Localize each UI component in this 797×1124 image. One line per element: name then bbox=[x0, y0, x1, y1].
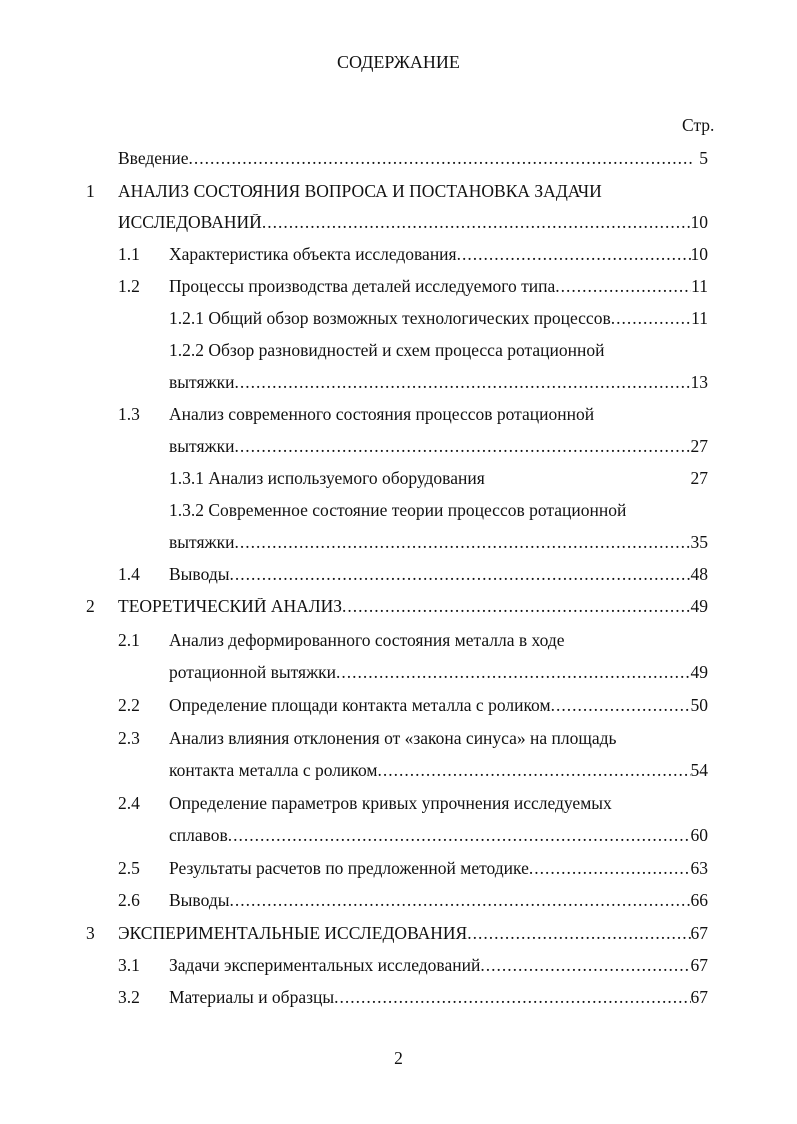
leader-dots bbox=[228, 827, 691, 845]
toc-entry-number: 2.3 bbox=[118, 728, 140, 748]
toc-entry-text: Результаты расчетов по предложенной методике bbox=[169, 860, 529, 878]
leader-dots bbox=[234, 374, 690, 392]
toc-entry-number: 1.1 bbox=[118, 244, 140, 264]
toc-entry-number: 3.2 bbox=[118, 987, 140, 1007]
toc-entry-text: 1.2.2 Обзор разновидностей и схем процесса ротационной bbox=[169, 340, 605, 360]
leader-dots bbox=[467, 925, 690, 943]
toc-entry-page: 10 bbox=[690, 214, 708, 232]
toc-entry-text: 1.3.1 Анализ используемого оборудования bbox=[169, 468, 485, 488]
toc-entry-1-4 bbox=[169, 566, 708, 584]
leader-dots bbox=[480, 957, 690, 975]
leader-dots bbox=[262, 214, 691, 232]
toc-entry-1-2-2 bbox=[169, 374, 708, 392]
toc-entry-text: Определение площади контакта металла с роликом bbox=[169, 697, 551, 715]
toc-entry-text: Определение параметров кривых упрочнения исследуемых bbox=[169, 793, 612, 813]
toc-entry-text-line2: вытяжки bbox=[169, 438, 235, 456]
toc-entry-text-line2: контакта металла с роликом bbox=[169, 762, 378, 780]
toc-entry-page: 54 bbox=[690, 762, 708, 780]
toc-entry-page: 11 bbox=[691, 310, 708, 328]
toc-entry-2-6 bbox=[169, 892, 708, 910]
toc-entry-number: 3.1 bbox=[118, 955, 140, 975]
toc-entry-text-line2: ИССЛЕДОВАНИЙ bbox=[118, 214, 262, 232]
toc-entry-text: 1.2.1 Общий обзор возможных технологических процессов bbox=[169, 310, 611, 328]
toc-entry-1-2-1 bbox=[169, 310, 708, 328]
toc-entry-text: АНАЛИЗ СОСТОЯНИЯ ВОПРОСА И ПОСТАНОВКА ЗАДАЧИ bbox=[118, 181, 602, 201]
toc-entry-text-line2: вытяжки bbox=[169, 374, 235, 392]
toc-entry-page: 49 bbox=[690, 598, 708, 616]
toc-entry-text-line2: ротационной вытяжки bbox=[169, 664, 337, 682]
toc-entry-section-1 bbox=[118, 214, 708, 232]
leader-dots bbox=[336, 664, 690, 682]
toc-entry-number: 1.2 bbox=[118, 276, 140, 296]
toc-entry-page: 60 bbox=[690, 827, 708, 845]
toc-entry-2-5 bbox=[169, 860, 708, 878]
leader-dots bbox=[555, 278, 691, 296]
toc-entry-section-2 bbox=[118, 598, 708, 616]
toc-entry-number: 2.4 bbox=[118, 793, 140, 813]
toc-entry-page: 10 bbox=[690, 246, 708, 264]
toc-entry-text: ТЕОРЕТИЧЕСКИЙ АНАЛИЗ bbox=[118, 598, 343, 616]
toc-entry-page: 66 bbox=[690, 892, 708, 910]
toc-entry-1-3 bbox=[169, 438, 708, 456]
toc-entry-number: 2.5 bbox=[118, 858, 140, 878]
toc-entry-text: Анализ деформированного состояния металла в ходе bbox=[169, 630, 565, 650]
toc-entry-section-3 bbox=[118, 925, 708, 943]
toc-entry-2-2 bbox=[169, 697, 708, 715]
toc-entry-page: 11 bbox=[691, 278, 708, 296]
toc-entry-number: 3 bbox=[86, 923, 95, 943]
toc-entry-page: 35 bbox=[690, 534, 708, 552]
toc-entry-page: 27 bbox=[690, 438, 708, 456]
leader-dots bbox=[234, 534, 690, 552]
toc-entry-1-3-2 bbox=[169, 534, 708, 552]
leader-dots bbox=[189, 150, 694, 168]
toc-entry-page: 67 bbox=[690, 989, 708, 1007]
toc-entry-text: Анализ влияния отклонения от «закона синуса» на площадь bbox=[169, 728, 617, 748]
leader-dots bbox=[551, 697, 691, 715]
toc-entry-number: 2.2 bbox=[118, 695, 140, 715]
leader-dots bbox=[229, 566, 690, 584]
leader-dots bbox=[611, 310, 691, 328]
toc-entry-text: Задачи экспериментальных исследований bbox=[169, 957, 481, 975]
toc-entry-page: 67 bbox=[690, 925, 708, 943]
page-column-header: Стр. bbox=[682, 115, 715, 135]
toc-entry-page: 5 bbox=[699, 150, 708, 168]
toc-entry-page: 63 bbox=[690, 860, 708, 878]
toc-entry-number: 2 bbox=[86, 596, 95, 616]
toc-entry-page: 67 bbox=[690, 957, 708, 975]
toc-entry-page: 13 bbox=[690, 374, 708, 392]
toc-entry-3-2 bbox=[169, 989, 708, 1007]
toc-entry-number: 2.1 bbox=[118, 630, 140, 650]
leader-dots bbox=[234, 438, 690, 456]
page-number: 2 bbox=[394, 1048, 403, 1068]
toc-entry-1-1 bbox=[169, 246, 708, 264]
toc-entry-text: ЭКСПЕРИМЕНТАЛЬНЫЕ ИССЛЕДОВАНИЯ bbox=[118, 925, 468, 943]
toc-entry-text: Анализ современного состояния процессов ротационной bbox=[169, 404, 595, 424]
toc-entry-page: 50 bbox=[690, 697, 708, 715]
toc-entry-text: Выводы bbox=[169, 566, 230, 584]
toc-entry-3-1 bbox=[169, 957, 708, 975]
toc-entry-page: 48 bbox=[690, 566, 708, 584]
leader-dots bbox=[334, 989, 690, 1007]
toc-entry-number: 1.3 bbox=[118, 404, 140, 424]
toc-entry-number: 1.4 bbox=[118, 564, 140, 584]
toc-entry-2-3 bbox=[169, 762, 708, 780]
toc-entry-text: Процессы производства деталей исследуемого типа bbox=[169, 278, 556, 296]
toc-entry-text-line2: вытяжки bbox=[169, 534, 235, 552]
toc-entry-text: Материалы и образцы bbox=[169, 989, 335, 1007]
toc-entry-text: Характеристика объекта исследования bbox=[169, 246, 457, 264]
toc-entry-2-1 bbox=[169, 664, 708, 682]
toc-entry-text: Введение bbox=[118, 150, 189, 168]
toc-entry-page: 27 bbox=[690, 468, 708, 488]
leader-dots bbox=[377, 762, 690, 780]
toc-entry-1-2 bbox=[169, 278, 708, 296]
leader-dots bbox=[342, 598, 690, 616]
toc-entry-2-4 bbox=[169, 827, 708, 845]
toc-entry-text-line2: сплавов bbox=[169, 827, 228, 845]
leader-dots bbox=[457, 246, 691, 264]
toc-entry-text: Выводы bbox=[169, 892, 230, 910]
toc-entry-number: 1 bbox=[86, 181, 95, 201]
leader-dots bbox=[529, 860, 691, 878]
leader-dots bbox=[229, 892, 690, 910]
toc-entry-page: 49 bbox=[690, 664, 708, 682]
toc-entry-number: 2.6 bbox=[118, 890, 140, 910]
toc-entry-introduction bbox=[118, 150, 708, 168]
page-title: СОДЕРЖАНИЕ bbox=[337, 52, 460, 72]
toc-entry-text: 1.3.2 Современное состояние теории процессов ротационной bbox=[169, 500, 627, 520]
